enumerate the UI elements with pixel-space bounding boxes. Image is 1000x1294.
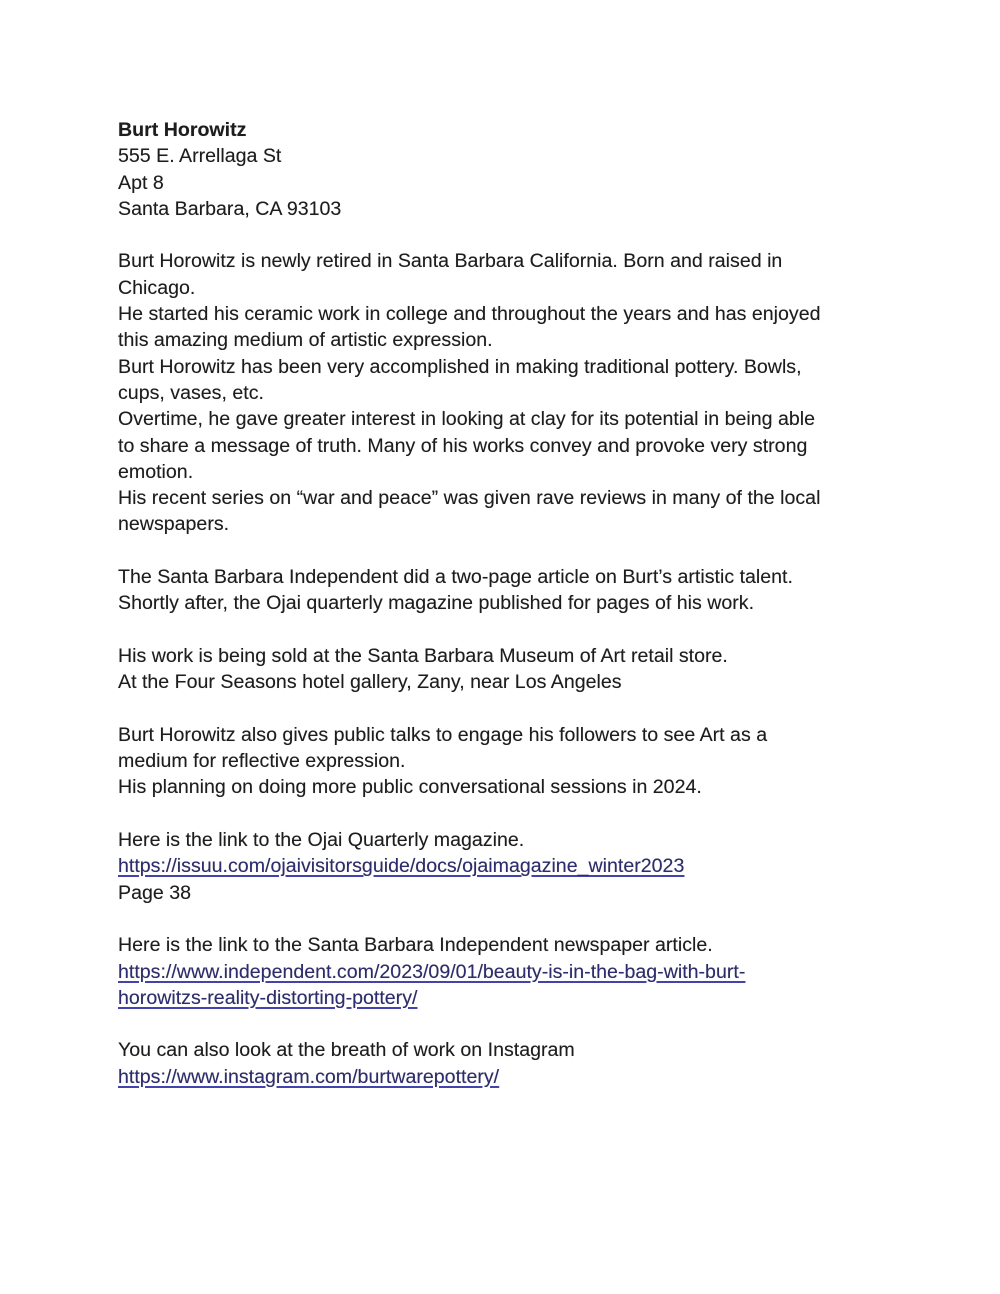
text-run: Overtime, he gave greater interest in looking at clay for its potential in being able: [118, 408, 816, 431]
text-line: [118, 774, 930, 800]
link-line: [118, 853, 930, 879]
text-line: [118, 380, 930, 406]
document-page: [118, 117, 930, 1090]
text-run: Shortly after, the Ojai quarterly magazine published for pages of his work.: [118, 592, 755, 615]
page-number-note: Page 38: [118, 881, 191, 904]
ojai-link-paragraph: [118, 827, 930, 906]
text-line: [118, 117, 930, 143]
author-name: Burt Horowitz: [118, 119, 247, 141]
text-line: [118, 932, 930, 958]
text-run: newspapers.: [118, 513, 230, 536]
independent-link-paragraph: [118, 932, 930, 1011]
text-run: The Santa Barbara Independent did a two-page article on Burt’s artistic talent.: [118, 566, 793, 589]
text-line: [118, 880, 930, 906]
independent-article-link-line-2[interactable]: horowitzs-reality-distorting-pottery/: [118, 986, 418, 1009]
text-run: At the Four Seasons hotel gallery, Zany, near Los Angeles: [118, 671, 622, 694]
text-line: [118, 590, 930, 616]
text-run: emotion.: [118, 460, 194, 483]
text-run: He started his ceramic work in college and throughout the years and has enjoyed: [118, 303, 821, 326]
instagram-link-paragraph: [118, 1037, 930, 1090]
instagram-profile-link[interactable]: https://www.instagram.com/burtwarepottery/: [118, 1065, 500, 1088]
text-run: this amazing medium of artistic expression.: [118, 329, 493, 352]
text-run: Here is the link to the Ojai Quarterly magazine.: [118, 829, 525, 852]
address-street: 555 E. Arrellaga St: [118, 145, 282, 168]
text-run: cups, vases, etc.: [118, 381, 264, 404]
text-line: [118, 196, 930, 222]
text-run: medium for reflective expression.: [118, 750, 406, 773]
text-run: Here is the link to the Santa Barbara Independent newspaper article.: [118, 934, 713, 957]
address-apt: Apt 8: [118, 171, 164, 194]
text-line: [118, 643, 930, 669]
text-line: [118, 511, 930, 537]
text-run: His recent series on “war and peace” was given rave reviews in many of the local: [118, 487, 821, 510]
text-run: Chicago.: [118, 276, 196, 299]
text-run: Burt Horowitz has been very accomplished in making traditional pottery. Bowls,: [118, 355, 802, 378]
link-line: [118, 985, 930, 1011]
text-run: His planning on doing more public conversational sessions in 2024.: [118, 776, 702, 799]
address-block: [118, 117, 930, 222]
text-line: [118, 354, 930, 380]
talks-paragraph: [118, 722, 930, 801]
text-run: to share a message of truth. Many of his works convey and provoke very strong: [118, 434, 808, 457]
link-line: [118, 959, 930, 985]
text-line: [118, 433, 930, 459]
text-line: [118, 722, 930, 748]
text-line: [118, 1037, 930, 1063]
text-line: [118, 459, 930, 485]
independent-article-link-line-1[interactable]: https://www.independent.com/2023/09/01/beauty-is-in-the-bag-with-burt-: [118, 960, 746, 983]
link-line: [118, 1064, 930, 1090]
text-line: [118, 669, 930, 695]
text-line: [118, 748, 930, 774]
text-run: Burt Horowitz also gives public talks to engage his followers to see Art as a: [118, 723, 768, 746]
text-line: [118, 301, 930, 327]
text-line: [118, 564, 930, 590]
text-line: [118, 406, 930, 432]
text-run: You can also look at the breath of work on Instagram: [118, 1039, 575, 1062]
text-run: Burt Horowitz is newly retired in Santa Barbara California. Born and raised in: [118, 250, 783, 273]
text-line: [118, 485, 930, 511]
address-city-state-zip: Santa Barbara, CA 93103: [118, 197, 342, 220]
text-line: [118, 827, 930, 853]
text-line: [118, 327, 930, 353]
ojai-magazine-link[interactable]: https://issuu.com/ojaivisitorsguide/docs/ojaimagazine_winter2023: [118, 855, 685, 878]
bio-paragraph: [118, 248, 930, 537]
text-run: His work is being sold at the Santa Barbara Museum of Art retail store.: [118, 644, 728, 667]
press-paragraph: [118, 564, 930, 617]
text-line: [118, 275, 930, 301]
retail-paragraph: [118, 643, 930, 696]
text-line: [118, 170, 930, 196]
text-line: [118, 143, 930, 169]
text-line: [118, 248, 930, 274]
